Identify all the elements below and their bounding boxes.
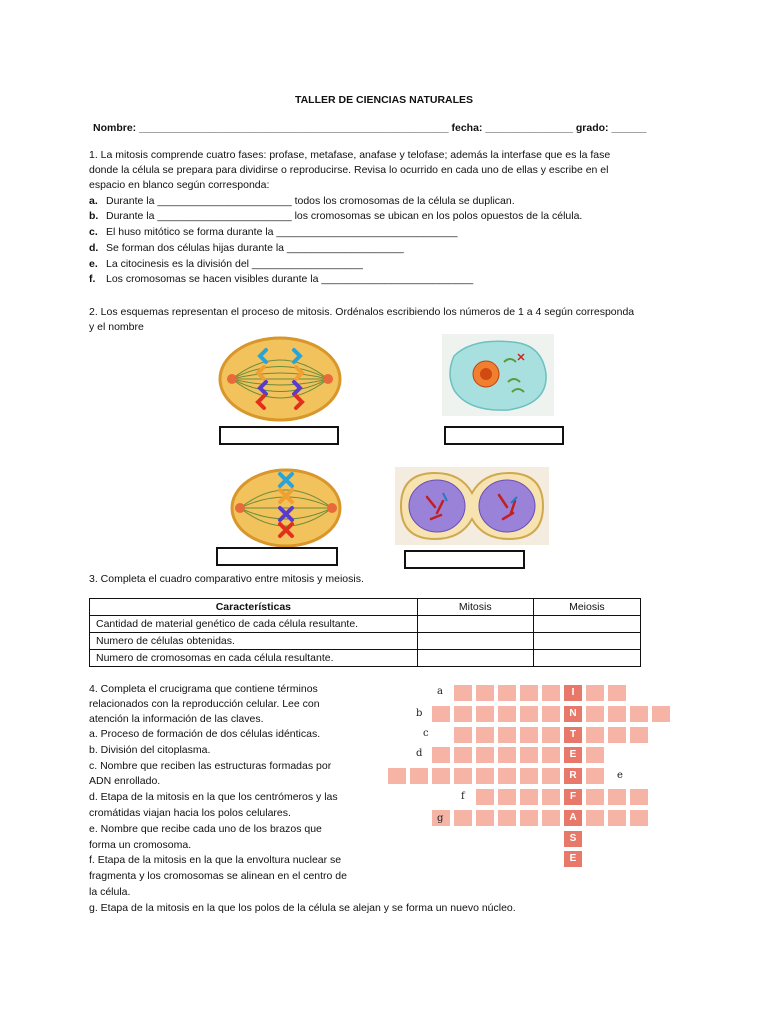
- q4-line: fragmenta y los cromosomas se alinean en el centro de: [89, 870, 347, 882]
- crossword-key-letter[interactable]: S: [563, 830, 583, 848]
- crossword-cell[interactable]: [431, 705, 451, 723]
- crossword-cell[interactable]: [519, 746, 539, 764]
- crossword-key-letter[interactable]: F: [563, 788, 583, 806]
- crossword-cell[interactable]: [541, 705, 561, 723]
- crossword-cell[interactable]: [585, 705, 605, 723]
- crossword-cell[interactable]: [475, 809, 495, 827]
- crossword-cell[interactable]: [585, 726, 605, 744]
- q4-clue-b: b. División del citoplasma.: [89, 744, 211, 756]
- q4-clue-d: d. Etapa de la mitosis en la que los centrómeros y las: [89, 791, 338, 803]
- crossword-cell[interactable]: [475, 788, 495, 806]
- q4-line: atención la información de las claves.: [89, 713, 264, 725]
- comparison-table: [89, 598, 641, 667]
- item-letter: c.: [89, 226, 98, 238]
- crossword-cell[interactable]: [497, 726, 517, 744]
- mitosis-cell[interactable]: [417, 633, 533, 650]
- q1-intro-1: 1. La mitosis comprende cuatro fases: profase, metafase, anafase y telofase; además la interfase que es la fase: [89, 149, 611, 161]
- interphase-cell-image: [442, 334, 554, 416]
- q4-clue-g: g. Etapa de la mitosis en la que los polos de la célula se alejan y se forma un nuevo núcleo.: [89, 902, 516, 914]
- crossword-cell[interactable]: [585, 767, 605, 785]
- crossword-key-letter[interactable]: A: [563, 809, 583, 827]
- q4-clue-f: f. Etapa de la mitosis en la que la envoltura nuclear se: [89, 854, 342, 866]
- crossword-cell[interactable]: [607, 705, 627, 723]
- crossword-cell[interactable]: [585, 746, 605, 764]
- crossword-clue-letter: b: [416, 708, 423, 719]
- item-text: La citocinesis es la división del ___________________: [106, 258, 363, 270]
- crossword-cell[interactable]: [497, 684, 517, 702]
- crossword-key-letter[interactable]: E: [563, 746, 583, 764]
- q4-clue-e: e. Nombre que recibe cada uno de los brazos que: [89, 823, 322, 835]
- q3-text: 3. Completa el cuadro comparativo entre mitosis y meiosis.: [89, 573, 364, 585]
- crossword-key-letter[interactable]: T: [563, 726, 583, 744]
- answer-box-2[interactable]: [444, 426, 564, 445]
- item-text: Se forman dos células hijas durante la ____________________: [106, 242, 404, 254]
- table-row: [90, 616, 641, 633]
- anaphase-cell-image: [230, 468, 342, 548]
- item-letter: d.: [89, 242, 99, 254]
- row-label: Numero de células obtenidas.: [90, 633, 418, 650]
- q1-item-d: [89, 241, 404, 256]
- meiosis-cell[interactable]: [533, 616, 640, 633]
- q4-line: ADN enrollado.: [89, 775, 161, 787]
- crossword-cell[interactable]: [497, 809, 517, 827]
- crossword-cell[interactable]: [453, 705, 473, 723]
- crossword-cell[interactable]: [387, 767, 407, 785]
- table-row: [90, 633, 641, 650]
- q2-line-2: y el nombre: [89, 321, 144, 333]
- item-letter: e.: [89, 258, 98, 270]
- crossword-cell[interactable]: [453, 746, 473, 764]
- answer-box-4[interactable]: [404, 550, 525, 569]
- crossword-cell[interactable]: [453, 809, 473, 827]
- crossword-cell[interactable]: [651, 705, 671, 723]
- crossword-cell[interactable]: [475, 746, 495, 764]
- crossword-cell[interactable]: [497, 767, 517, 785]
- crossword-cell[interactable]: [629, 788, 649, 806]
- crossword-cell[interactable]: [475, 767, 495, 785]
- crossword-cell[interactable]: [453, 684, 473, 702]
- answer-box-1[interactable]: [219, 426, 339, 445]
- crossword-cell[interactable]: [541, 726, 561, 744]
- crossword-clue-letter: g: [437, 813, 444, 824]
- q4-line: 4. Completa el crucigrama que contiene términos: [89, 683, 318, 695]
- crossword-cell[interactable]: [585, 684, 605, 702]
- row-label: Cantidad de material genético de cada célula resultante.: [90, 616, 418, 633]
- crossword-cell[interactable]: [475, 705, 495, 723]
- crossword-cell[interactable]: [607, 809, 627, 827]
- item-text: Los cromosomas se hacen visibles durante la __________________________: [106, 273, 474, 285]
- crossword-cell[interactable]: [475, 726, 495, 744]
- crossword-cell[interactable]: [475, 684, 495, 702]
- crossword-cell[interactable]: [541, 746, 561, 764]
- crossword-cell[interactable]: [541, 684, 561, 702]
- q1-item-f: [89, 272, 473, 287]
- crossword-cell[interactable]: [497, 705, 517, 723]
- q1-intro-2: donde la célula se prepara para dividirse o reproducirse. Revisa lo ocurrido en cada uno de ellas y escribe en el: [89, 164, 609, 176]
- name-date-grade-line: Nombre: _____________________________________________________ fecha: _______________ grado: ______: [93, 122, 647, 134]
- header-mitosis: Mitosis: [417, 599, 533, 616]
- crossword-cell[interactable]: [629, 809, 649, 827]
- crossword-clue-letter: a: [437, 686, 443, 697]
- metaphase-cell-image: [218, 336, 342, 422]
- crossword-key-letter[interactable]: E: [563, 850, 583, 868]
- crossword-cell[interactable]: [629, 705, 649, 723]
- crossword-cell[interactable]: [541, 767, 561, 785]
- crossword-cell[interactable]: [409, 767, 429, 785]
- crossword-clue-letter: f: [461, 791, 465, 802]
- item-text: Durante la _______________________ todos los cromosomas de la célula se duplican.: [106, 195, 515, 207]
- mitosis-cell[interactable]: [417, 650, 533, 667]
- crossword-key-letter[interactable]: I: [563, 684, 583, 702]
- crossword-cell[interactable]: [431, 746, 451, 764]
- crossword-cell[interactable]: [431, 767, 451, 785]
- crossword-cell[interactable]: [629, 726, 649, 744]
- crossword-cell[interactable]: [541, 809, 561, 827]
- crossword-cell[interactable]: [519, 684, 539, 702]
- q4-line: forma un cromosoma.: [89, 839, 192, 851]
- item-text: El huso mitótico se forma durante la _______________________________: [106, 226, 458, 238]
- meiosis-cell[interactable]: [533, 650, 640, 667]
- q4-line: relacionados con la reproducción celular. Lee con: [89, 698, 320, 710]
- crossword-clue-letter: d: [416, 748, 423, 759]
- crossword-cell[interactable]: [519, 726, 539, 744]
- crossword-cell[interactable]: [453, 726, 473, 744]
- crossword-cell[interactable]: [519, 809, 539, 827]
- crossword-cell[interactable]: [607, 726, 627, 744]
- q4-line: cromátidas viajan hacia los polos celulares.: [89, 807, 291, 819]
- table-header-row: [90, 599, 641, 616]
- item-text: Durante la _______________________ los cromosomas se ubican en los polos opuestos de la célula.: [106, 210, 583, 222]
- crossword-cell[interactable]: [497, 746, 517, 764]
- q1-item-b: [89, 209, 582, 224]
- crossword-cell[interactable]: [607, 684, 627, 702]
- crossword-cell[interactable]: [519, 767, 539, 785]
- q4-clue-c: c. Nombre que reciben las estructuras formadas por: [89, 760, 332, 772]
- item-letter: a.: [89, 195, 98, 207]
- item-letter: f.: [89, 273, 96, 285]
- crossword-cell[interactable]: [541, 788, 561, 806]
- crossword-clue-letter: e: [617, 770, 623, 781]
- table-row: [90, 650, 641, 667]
- mitosis-cell[interactable]: [417, 616, 533, 633]
- crossword-cell[interactable]: [519, 705, 539, 723]
- q1-item-c: [89, 225, 457, 240]
- crossword-key-letter[interactable]: R: [563, 767, 583, 785]
- q4-line: la célula.: [89, 886, 131, 898]
- meiosis-cell[interactable]: [533, 633, 640, 650]
- crossword-cell[interactable]: [585, 809, 605, 827]
- crossword-cell[interactable]: [519, 788, 539, 806]
- row-label: Numero de cromosomas en cada célula resultante.: [90, 650, 418, 667]
- q2-line-1: 2. Los esquemas representan el proceso de mitosis. Ordénalos escribiendo los números de 1 a 4 según corresponda: [89, 306, 635, 318]
- q1-intro-3: espacio en blanco según corresponda:: [89, 179, 270, 191]
- telophase-cell-image: [395, 467, 549, 545]
- item-letter: b.: [89, 210, 99, 222]
- page-title: TALLER DE CIENCIAS NATURALES: [294, 94, 474, 106]
- crossword-cell[interactable]: [497, 788, 517, 806]
- header-caracteristicas: Características: [90, 599, 418, 616]
- q1-item-e: [89, 257, 363, 272]
- q1-item-a: [89, 194, 515, 209]
- crossword-cell[interactable]: [585, 788, 605, 806]
- answer-box-3[interactable]: [216, 547, 338, 566]
- crossword-cell[interactable]: [607, 788, 627, 806]
- crossword-cell[interactable]: [453, 767, 473, 785]
- crossword-clue-letter: c: [423, 728, 429, 739]
- header-meiosis: Meiosis: [533, 599, 640, 616]
- crossword-key-letter[interactable]: N: [563, 705, 583, 723]
- q4-clue-a: a. Proceso de formación de dos células idénticas.: [89, 728, 321, 740]
